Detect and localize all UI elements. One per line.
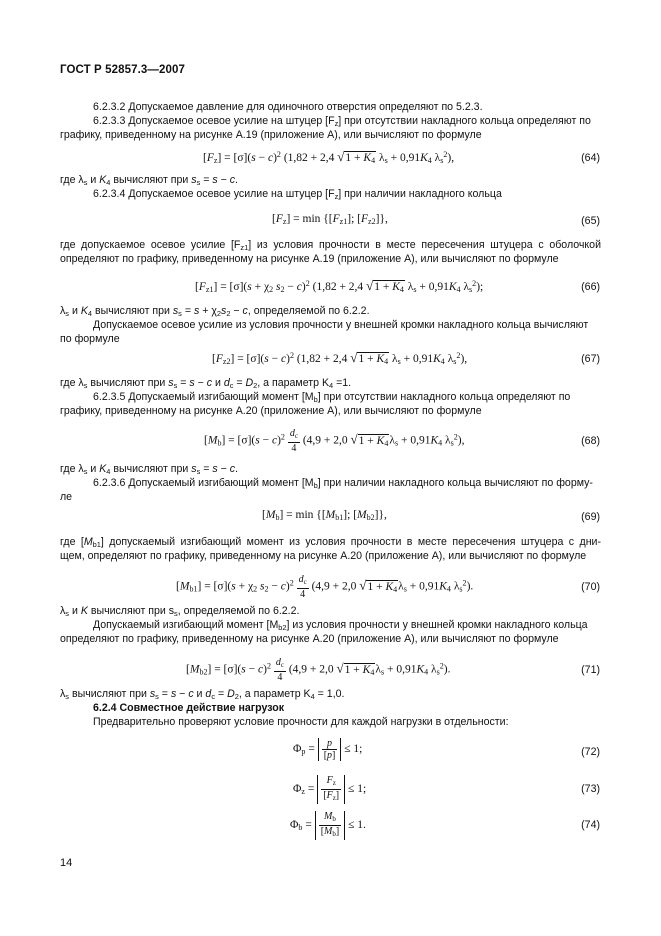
text-line: Допускаемое осевое усилие из условия прочности у внешней кромки накладного кольца вычисляют [93, 319, 589, 331]
equation-number: (65) [581, 215, 600, 227]
formula-69: $[M_b] = \min \{[M_{b1}]$; $[M_{b2}]$}, [262, 509, 387, 522]
formula-67: $[F_{z2}] = [\sigma](s - c)^2$ (1,82 + 2,4 $√1 + K_4$ $\lambda_s + 0,91K_4$ $\lambda_s^2$), [212, 350, 468, 366]
text-line: определяют по графику, приведенному на рисунке А.20 (приложение А), или вычисляют по формуле [60, 633, 559, 645]
clause-6-2-3-4: 6.2.3.4 Допускаемое осевое усилие на штуцер $[F_z]$ при наличии накладного кольца [93, 188, 502, 201]
text-line: $\lambda_s$ и K вычисляют при $s_s$, определяемой по 6.2.2. [60, 605, 300, 618]
equation-number: (67) [581, 353, 600, 365]
equation-number: (72) [581, 746, 600, 758]
text-line: Предварительно проверяют условие прочности для каждой нагрузки в отдельности: [93, 716, 509, 728]
formula-71: $[M_{b2}] = [\sigma](s - c)^2$ $\frac{d_c}{4}$ (4,9 + 2,0 $√1 + K_4\lambda_s + 0,91K_4$ $\lambda_s^2$). [186, 657, 451, 683]
text-line: щем, определяют по графику, приведенному на рисунке А.20 (приложение А), или вычисляют по формуле [60, 550, 587, 562]
page-number: 14 [60, 857, 73, 869]
text-line: $\lambda_s$ и $K_4$ вычисляют при $s_s = s + \chi_2s_2 - c$, определяемой по 6.2.2. [60, 305, 370, 318]
equation-number: (69) [581, 511, 600, 523]
formula-66: $[F_{z1}] = [\sigma](s + \chi_2$ $s_2 - c)^2$ (1,82 + 2,4 $√1 + K_4$ $\lambda_s + 0,91K_4$ $\lambda_s^2$); [195, 278, 484, 294]
equation-number: (70) [581, 581, 600, 593]
text-line: определяют по графику, приведенному на рисунке А.19 (приложение А), или вычисляют по формуле [60, 253, 559, 265]
text-line: по формуле [60, 333, 120, 345]
clause-6-2-3-2: 6.2.3.2 Допускаемое давление для одиночного отверстия определяют по 5.2.3. [93, 101, 483, 113]
text-line: где $\lambda_s$ вычисляют при $s_s = s - c$ и $d_c = D_2$, а параметр $K_4 =1$. [60, 377, 352, 390]
equation-number: (66) [581, 281, 600, 293]
clause-6-2-3-5: 6.2.3.5 Допускаемый изгибающий момент $[M_b]$ при отсутствии накладного кольца определяют по [93, 391, 571, 404]
text-line: $\lambda_s$ вычисляют при $s_s = s - c$ и $d_c = D_2$, а параметр $K_4 = 1,0$. [60, 688, 345, 701]
clause-6-2-3-3: 6.2.3.3 Допускаемое осевое усилие на штуцер $[F_z]$ при отсутствии накладного кольца определяют по [93, 115, 591, 128]
section-heading-6-2-4: 6.2.4 Совместное действие нагрузок [93, 702, 285, 714]
text-line: где $[M_{b1}]$ допускаемый изгибающий момент из условия прочности в месте пересечения штуцера с дни- [60, 536, 601, 549]
formula-74: $\Phi_b$ = $\frac{M_b}{[M_b]}$ ≤ 1. [290, 811, 366, 838]
equation-number: (73) [581, 783, 600, 795]
text-line: Допускаемый изгибающий момент $[M_{b2}]$ из условия прочности у внешней кромки накладного кольца [93, 619, 588, 632]
text-line: где $\lambda_s$ и $K_4$ вычисляют при $s_s = s - c$. [60, 174, 238, 187]
formula-70: $[M_{b1}] = [\sigma](s + \chi_2$ $s_2 - c)^2$ $\frac{d_c}{4}$ (4,9 + 2,0 $√1 + K_4\lambda_s + 0,91K_4$ $\lambda_s^2$). [176, 574, 474, 600]
text-line: графику, приведенному на рисунке А.19 (приложение А), или вычисляют по формуле [60, 129, 482, 141]
formula-73: $\Phi_z$ = $\frac{F_z}{[F_z]}$ ≤ 1; [293, 775, 367, 802]
formula-64: $[F_z] = [\sigma](s - c)^2$ (1,82 + 2,4 $√1 + K_4$ $\lambda_s + 0,91K_4$ $\lambda_s^2$), [203, 149, 455, 165]
formula-65: $[F_z] = \min \{[F_{z1}]$; $[F_{z2}]$}, [272, 213, 388, 226]
text-line: графику, приведенному на рисунке А.20 (приложение А), или вычисляют по формуле [60, 405, 482, 417]
text-line: где допускаемое осевое усилие $[F_{z1}]$ из условия прочности в месте пересечения штуцера с оболочкой [60, 239, 601, 252]
text-line: где $\lambda_s$ и $K_4$ вычисляют при $s_s = s - c$. [60, 463, 238, 476]
equation-number: (64) [581, 152, 600, 164]
equation-number: (71) [581, 664, 600, 676]
formula-72: $\Phi_p$ = $\frac{p}{[p]}$ ≤ 1; [293, 738, 363, 761]
formula-68: $[M_b] = [\sigma](s - c)^2$ $\frac{d_c}{4}$ (4,9 + 2,0 $√1 + K_4\lambda_s + 0,91K_4$ $\lambda_s^2$), [204, 428, 465, 454]
equation-number: (68) [581, 435, 600, 447]
text-line: ле [60, 491, 73, 503]
clause-6-2-3-6: 6.2.3.6 Допускаемый изгибающий момент $[M_b]$ при наличии накладного кольца вычисляют по форму- [93, 477, 593, 490]
document-header: ГОСТ Р 52857.3—2007 [60, 64, 185, 76]
equation-number: (74) [581, 819, 600, 831]
